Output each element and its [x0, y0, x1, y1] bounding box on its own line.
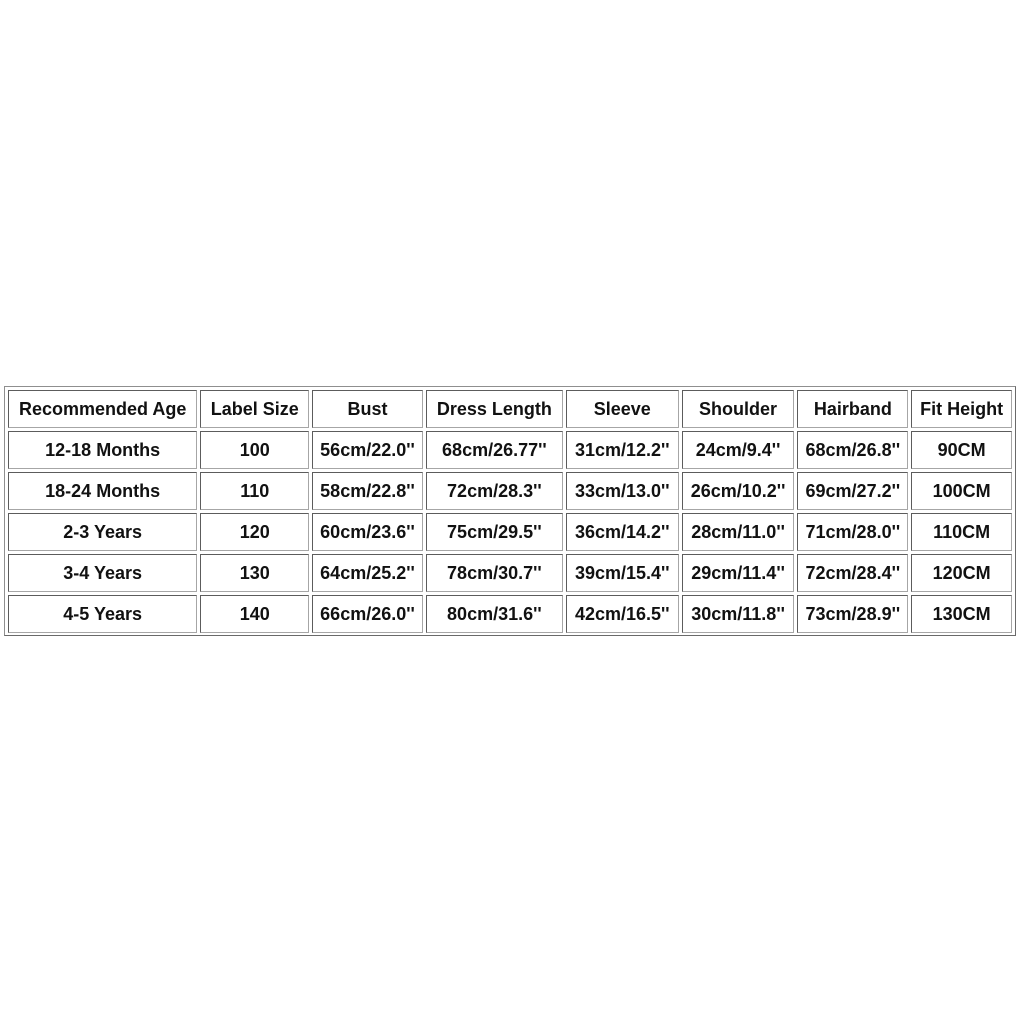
header-dress-length: Dress Length — [426, 390, 563, 428]
cell-shoulder: 28cm/11.0'' — [682, 513, 795, 551]
cell-bust: 66cm/26.0'' — [312, 595, 423, 633]
cell-bust: 58cm/22.8'' — [312, 472, 423, 510]
cell-shoulder: 29cm/11.4'' — [682, 554, 795, 592]
table-row — [8, 513, 1012, 551]
cell-label-size: 130 — [200, 554, 309, 592]
table-row — [8, 472, 1012, 510]
cell-recommended-age: 4-5 Years — [8, 595, 197, 633]
cell-label-size: 100 — [200, 431, 309, 469]
cell-shoulder: 30cm/11.8'' — [682, 595, 795, 633]
cell-recommended-age: 18-24 Months — [8, 472, 197, 510]
cell-fit-height: 120CM — [911, 554, 1012, 592]
header-bust: Bust — [312, 390, 423, 428]
cell-dress-length: 78cm/30.7'' — [426, 554, 563, 592]
header-sleeve: Sleeve — [566, 390, 679, 428]
table-row — [8, 595, 1012, 633]
cell-sleeve: 39cm/15.4'' — [566, 554, 679, 592]
cell-dress-length: 72cm/28.3'' — [426, 472, 563, 510]
table-row — [8, 554, 1012, 592]
header-hairband: Hairband — [797, 390, 908, 428]
size-chart-table-frame — [4, 386, 1016, 636]
cell-hairband: 71cm/28.0'' — [797, 513, 908, 551]
cell-label-size: 110 — [200, 472, 309, 510]
cell-dress-length: 75cm/29.5'' — [426, 513, 563, 551]
table-row — [8, 431, 1012, 469]
cell-hairband: 73cm/28.9'' — [797, 595, 908, 633]
cell-recommended-age: 2-3 Years — [8, 513, 197, 551]
cell-fit-height: 130CM — [911, 595, 1012, 633]
cell-dress-length: 80cm/31.6'' — [426, 595, 563, 633]
size-chart-table — [5, 387, 1015, 636]
cell-fit-height: 100CM — [911, 472, 1012, 510]
cell-sleeve: 31cm/12.2'' — [566, 431, 679, 469]
cell-bust: 56cm/22.0'' — [312, 431, 423, 469]
cell-sleeve: 33cm/13.0'' — [566, 472, 679, 510]
cell-recommended-age: 12-18 Months — [8, 431, 197, 469]
cell-fit-height: 90CM — [911, 431, 1012, 469]
header-fit-height: Fit Height — [911, 390, 1012, 428]
cell-hairband: 69cm/27.2'' — [797, 472, 908, 510]
header-row — [8, 390, 1012, 428]
cell-recommended-age: 3-4 Years — [8, 554, 197, 592]
cell-dress-length: 68cm/26.77'' — [426, 431, 563, 469]
cell-fit-height: 110CM — [911, 513, 1012, 551]
cell-sleeve: 42cm/16.5'' — [566, 595, 679, 633]
cell-label-size: 120 — [200, 513, 309, 551]
header-label-size: Label Size — [200, 390, 309, 428]
cell-hairband: 72cm/28.4'' — [797, 554, 908, 592]
header-recommended-age: Recommended Age — [8, 390, 197, 428]
cell-shoulder: 26cm/10.2'' — [682, 472, 795, 510]
cell-shoulder: 24cm/9.4'' — [682, 431, 795, 469]
cell-hairband: 68cm/26.8'' — [797, 431, 908, 469]
cell-bust: 64cm/25.2'' — [312, 554, 423, 592]
cell-sleeve: 36cm/14.2'' — [566, 513, 679, 551]
cell-bust: 60cm/23.6'' — [312, 513, 423, 551]
header-shoulder: Shoulder — [682, 390, 795, 428]
cell-label-size: 140 — [200, 595, 309, 633]
